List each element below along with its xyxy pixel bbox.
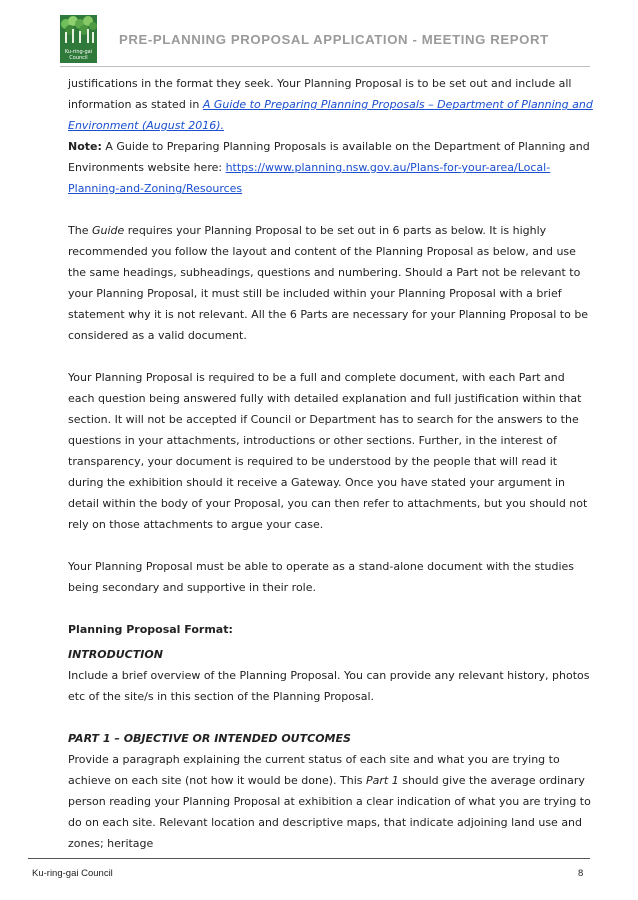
note-paragraph [68,136,593,199]
paragraph-guide-parts [68,220,593,346]
logo-text [60,49,97,61]
introduction-text: Include a brief overview of the Planning Proposal. You can provide any relevant history, photos etc of the site/s in this section of the Planning Proposal. [68,669,590,703]
guide-italic: Guide [91,224,125,237]
introduction-heading: INTRODUCTION [68,648,163,661]
paragraph-complete-document: Your Planning Proposal is required to be a full and complete document, with each Part and each question being answered fully with detailed explanation and full justification within that section. It will not be accepted if Council or Department has to search for the answers to the questions in your attachments, introductions or other sections. Further, in the interest of transparency, your document is required to be understood by the people that will read it during the exhibition should it receive a Gateway. Once you have stated your argument in detail within the body of your Proposal, you can then refer to attachments, but you should not rely on those attachments to argue your case. [68,371,588,531]
part1-italic: Part 1 [366,774,399,787]
part1-heading: PART 1 – OBJECTIVE OR INTENDED OUTCOMES [68,732,351,745]
paragraph-guide-reference [68,73,593,136]
page-header [0,0,638,68]
paragraph-stand-alone: Your Planning Proposal must be able to operate as a stand-alone document with the studies being secondary and supportive in their role. [68,560,575,594]
council-logo [60,15,97,63]
page-content [68,73,593,854]
footer-divider [28,858,590,859]
resources-link[interactable]: https://www.planning.nsw.gov.au/Plans-for-your-area/Local-Planning-and-Zoning/Resources [68,161,551,195]
header-divider [60,66,590,67]
paragraph-text: Provide a paragraph explaining the current status of each site and what you are trying to achieve on each site (not how it would be done). This [68,753,560,787]
paragraph-text: requires your Planning Proposal to be set out in 6 parts as below. It is highly recommended you follow the layout and content of the Planning Proposal as below, and use the same headings, subheadings, questions and numbering. Should a Part not be relevant to your Planning Proposal, it must still be included within your Planning Proposal with a brief statement why it is not relevant. All the 6 Parts are necessary for your Planning Proposal to be considered as a valid document. [68,224,589,342]
guide-link[interactable]: A Guide to Preparing Planning Proposals – Department of Planning and Environment (August 2016). [68,98,593,132]
format-heading: Planning Proposal Format: [68,623,233,636]
paragraph-text: should give the average ordinary person reading your Planning Proposal at exhibition a clear indication of what you are trying to do on each site. Relevant location and descriptive maps, that indicate adjoining land use and zones; heritage [68,774,591,850]
logo-text-line1: Ku-ring-gai [64,49,93,55]
paragraph-text: justifications in the format they seek. Your Planning Proposal is to be set out and include all information as stated in [68,77,572,111]
trees-icon [60,15,97,45]
page-number: 8 [578,868,584,879]
logo-text-line2: Council [69,55,88,61]
note-text: A Guide to Preparing Planning Proposals is available on the Department of Planning and Environments website here: [68,140,590,174]
part1-text [68,749,593,854]
paragraph-text: The [68,224,92,237]
footer-org: Ku-ring-gai Council [32,868,113,879]
note-label: Note: [68,140,102,153]
document-title: PRE-PLANNING PROPOSAL APPLICATION - MEETING REPORT [119,32,549,47]
